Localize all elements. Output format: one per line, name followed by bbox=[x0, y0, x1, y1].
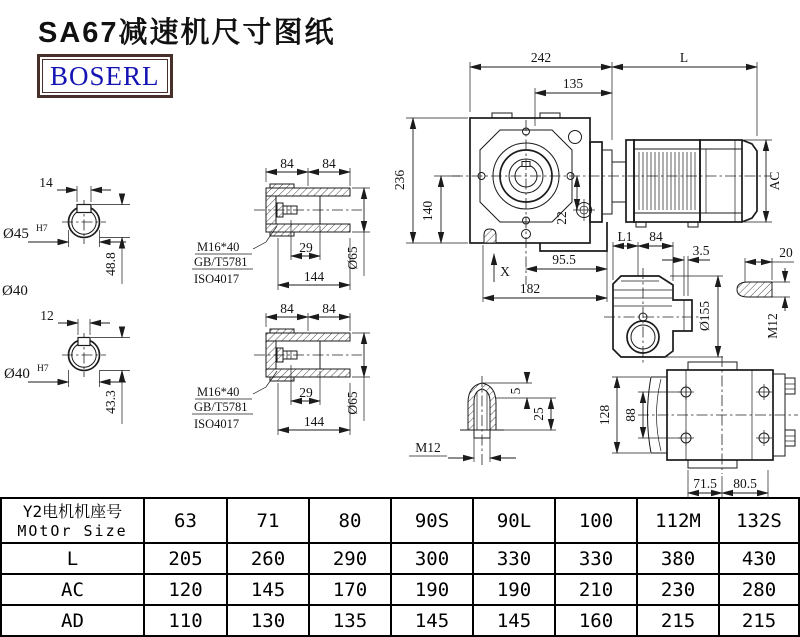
dim-M12-side: M12 bbox=[765, 313, 780, 339]
keyway bbox=[78, 338, 90, 346]
table-cell: 280 bbox=[719, 574, 799, 605]
column-header: 90L bbox=[473, 498, 555, 543]
table-cell: 145 bbox=[473, 605, 555, 636]
table-cell: 170 bbox=[309, 574, 391, 605]
table-row-L bbox=[1, 543, 799, 574]
dim-236: 236 bbox=[392, 169, 407, 191]
table-cell: 205 bbox=[144, 543, 227, 574]
label-dia40: Ø40 bbox=[2, 283, 28, 299]
eyebolt-hole bbox=[569, 131, 582, 144]
dim-dia40-tol: H7 bbox=[37, 364, 49, 374]
dim-84b: 84 bbox=[322, 156, 336, 171]
table-cell: 215 bbox=[637, 605, 719, 636]
row-label: AC bbox=[1, 574, 144, 605]
side-view bbox=[604, 229, 794, 365]
dim-140: 140 bbox=[420, 200, 435, 222]
table-cell: 210 bbox=[555, 574, 637, 605]
dim-144: 144 bbox=[303, 414, 325, 429]
dim-80-5: 80.5 bbox=[733, 476, 757, 491]
dim-M12-plug: M12 bbox=[415, 440, 441, 455]
keyway bbox=[77, 205, 91, 213]
hollow-bore-top-view bbox=[2, 175, 130, 299]
column-header: 112M bbox=[637, 498, 719, 543]
header-motor-size bbox=[1, 498, 144, 543]
column-header: 100 bbox=[555, 498, 637, 543]
dim-dia65: Ø65 bbox=[345, 391, 360, 415]
dim-135: 135 bbox=[562, 76, 584, 91]
dim-29: 29 bbox=[299, 385, 313, 400]
front-view bbox=[392, 50, 782, 302]
motor-fins bbox=[639, 152, 695, 210]
table-cell: 190 bbox=[391, 574, 473, 605]
dim-95-5: 95.5 bbox=[552, 252, 576, 267]
dim-14: 14 bbox=[39, 175, 53, 190]
dim-dia65: Ø65 bbox=[345, 246, 360, 270]
table-cell: 380 bbox=[637, 543, 719, 574]
row-label: AD bbox=[1, 605, 144, 636]
dim-144: 144 bbox=[303, 269, 325, 284]
row-label: L bbox=[1, 543, 144, 574]
dim-88: 88 bbox=[623, 408, 638, 422]
dim-dia40: Ø40 bbox=[4, 366, 30, 382]
output-shaft-section-top bbox=[192, 156, 370, 290]
plug-detail-view bbox=[409, 372, 556, 466]
note-std1: GB/T5781 bbox=[194, 400, 248, 414]
table-row-AC bbox=[1, 574, 799, 605]
dim-48-8: 48.8 bbox=[103, 252, 118, 276]
header-motor-size-en: MOtOr Size bbox=[17, 521, 128, 540]
table-cell: 330 bbox=[473, 543, 555, 574]
table-cell: 290 bbox=[309, 543, 391, 574]
dim-22: 22 bbox=[554, 211, 569, 225]
dim-L1: L1 bbox=[617, 229, 633, 244]
column-header: 132S bbox=[719, 498, 799, 543]
table-cell: 110 bbox=[144, 605, 227, 636]
dim-84a: 84 bbox=[280, 156, 294, 171]
dim-dia45-tol: H7 bbox=[36, 224, 48, 234]
dim-12: 12 bbox=[40, 308, 54, 323]
table-header-row bbox=[1, 498, 799, 543]
table-cell: 230 bbox=[637, 574, 719, 605]
dim-AC: AC bbox=[767, 171, 782, 191]
page-title: SA67减速机尺寸图纸 bbox=[38, 17, 336, 49]
note-std2: ISO4017 bbox=[194, 417, 240, 431]
dim-84a: 84 bbox=[280, 301, 294, 316]
column-header: 71 bbox=[227, 498, 309, 543]
table-cell: 145 bbox=[227, 574, 309, 605]
column-header: 80 bbox=[309, 498, 391, 543]
note-std2: ISO4017 bbox=[194, 272, 240, 286]
dim-128: 128 bbox=[597, 404, 612, 426]
table-cell: 430 bbox=[719, 543, 799, 574]
dim-dia45: Ø45 bbox=[3, 226, 29, 242]
table-cell: 130 bbox=[227, 605, 309, 636]
mark-X: X bbox=[500, 264, 510, 279]
dim-242: 242 bbox=[530, 50, 552, 65]
brand-logo-text: BOSERL bbox=[42, 59, 168, 93]
table-cell: 300 bbox=[391, 543, 473, 574]
dim-3-5: 3.5 bbox=[692, 243, 710, 258]
motor-size-table bbox=[0, 497, 800, 637]
dim-84-side: 84 bbox=[649, 229, 663, 244]
table-cell: 135 bbox=[309, 605, 391, 636]
table-cell: 145 bbox=[391, 605, 473, 636]
plan-view bbox=[597, 356, 798, 497]
dim-182: 182 bbox=[519, 281, 541, 296]
table-cell: 190 bbox=[473, 574, 555, 605]
dim-43-3: 43.3 bbox=[103, 390, 118, 414]
output-shaft-section-bottom bbox=[192, 301, 370, 435]
dim-71-5: 71.5 bbox=[693, 476, 717, 491]
note-bolt: M16*40 bbox=[197, 240, 240, 254]
dim-dia155: Ø155 bbox=[697, 301, 712, 331]
hollow-bore-bottom-view bbox=[4, 308, 130, 424]
table-cell: 260 bbox=[227, 543, 309, 574]
oil-plug-bolt bbox=[573, 199, 595, 221]
dim-5: 5 bbox=[508, 387, 523, 395]
dim-20: 20 bbox=[779, 245, 793, 260]
column-header: 90S bbox=[391, 498, 473, 543]
breather-bolt bbox=[484, 229, 496, 243]
table-row-AD bbox=[1, 605, 799, 636]
dim-84b: 84 bbox=[322, 301, 336, 316]
table-cell: 160 bbox=[555, 605, 637, 636]
dim-29: 29 bbox=[299, 240, 313, 255]
table-cell: 330 bbox=[555, 543, 637, 574]
dim-L: L bbox=[679, 50, 689, 65]
header-motor-size-cn: Y2电机机座号 bbox=[22, 501, 123, 521]
note-bolt: M16*40 bbox=[197, 385, 240, 399]
table-cell: 120 bbox=[144, 574, 227, 605]
flange-bolt bbox=[737, 282, 772, 297]
column-header: 63 bbox=[144, 498, 227, 543]
note-std1: GB/T5781 bbox=[194, 255, 248, 269]
table-cell: 215 bbox=[719, 605, 799, 636]
dim-25: 25 bbox=[531, 407, 546, 421]
